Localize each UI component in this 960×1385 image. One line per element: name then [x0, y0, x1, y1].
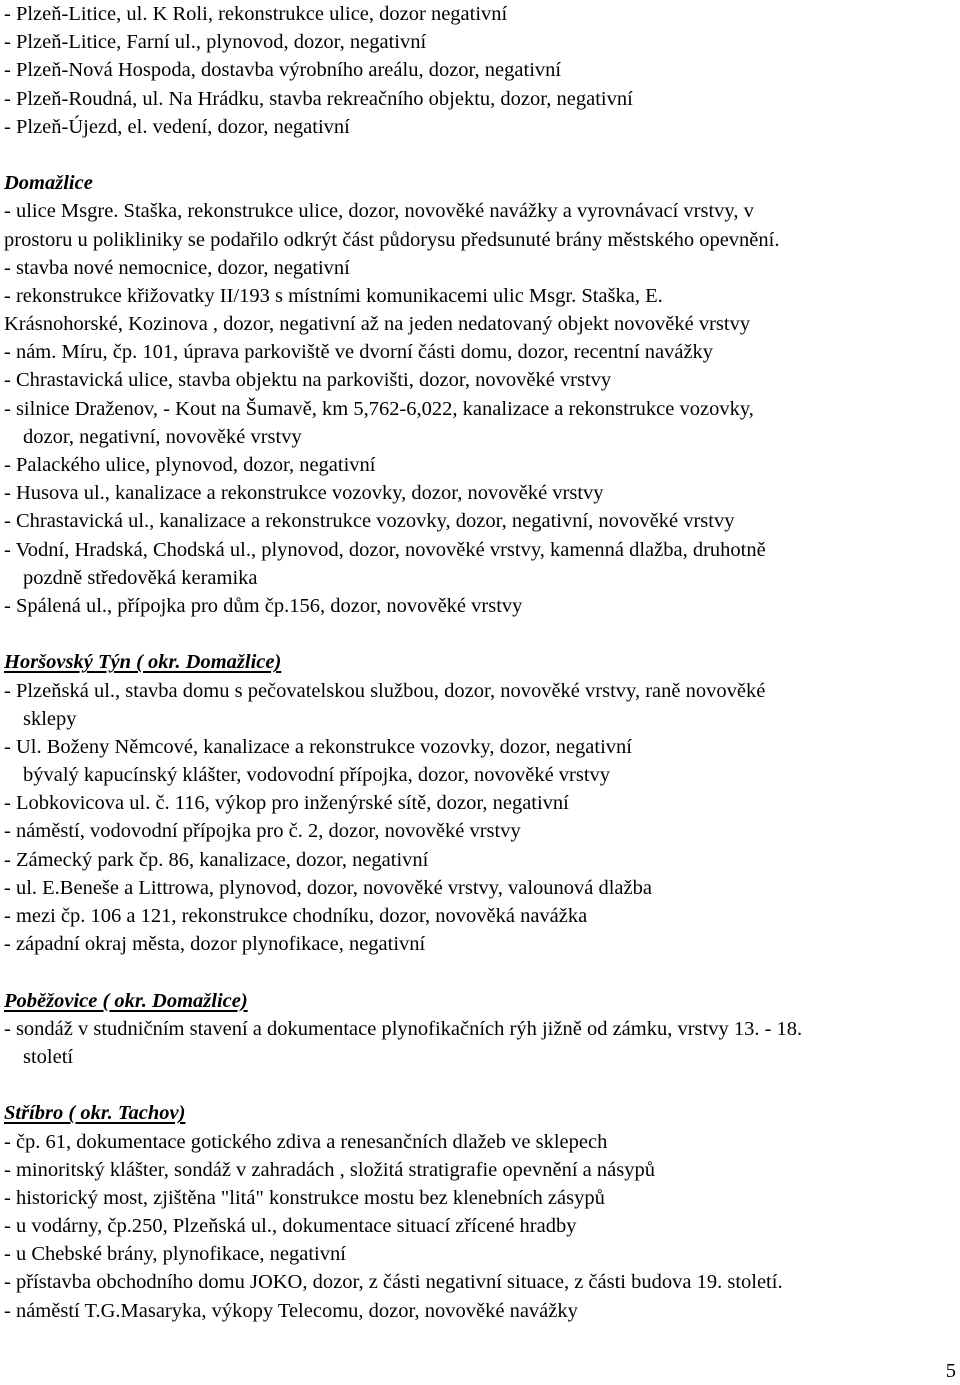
text-line: - stavba nové nemocnice, dozor, negativní [4, 256, 350, 279]
text-line: - Spálená ul., přípojka pro dům čp.156, dozor, novověké vrstvy [4, 594, 523, 617]
text-line: století [23, 1045, 74, 1068]
section-heading: Poběžovice ( okr. Domažlice) [4, 989, 248, 1012]
text-line: - Chrastavická ul., kanalizace a rekonstrukce vozovky, dozor, negativní, novověké vrstvy [4, 510, 735, 533]
text-line: dozor, negativní, novověké vrstvy [23, 425, 302, 448]
page-number: 5 [945, 1360, 956, 1382]
text-line: - Chrastavická ulice, stavba objektu na parkovišti, dozor, novověké vrstvy [4, 369, 612, 392]
text-line: - nám. Míru, čp. 101, úprava parkoviště ve dvorní části domu, dozor, recentní navážky [4, 341, 714, 364]
text-line: - náměstí, vodovodní přípojka pro č. 2, dozor, novověké vrstvy [4, 820, 521, 843]
text-line: - přístavba obchodního domu JOKO, dozor, z části negativní situace, z části budova 19. století. [4, 1271, 783, 1294]
text-line: - sondáž v studničním stavení a dokumentace plynofikačních rýh jižně od zámku, vrstvy 13. - 18. [4, 1017, 803, 1040]
text-line: - čp. 61, dokumentace gotického zdiva a renesančních dlažeb ve sklepech [4, 1130, 608, 1153]
text-line: - historický most, zjištěna "litá" konstrukce mostu bez klenebních zásypů [4, 1186, 605, 1209]
section [4, 0, 954, 141]
blank-line [4, 958, 954, 986]
text-line: - Plzeň-Litice, ul. K Roli, rekonstrukce ulice, dozor negativní [4, 3, 508, 25]
text-line: - Vodní, Hradská, Chodská ul., plynovod, dozor, novověké vrstvy, kamenná dlažba, druhotně [4, 538, 766, 561]
section [4, 648, 954, 958]
text-line: - rekonstrukce křižovatky II/193 s místními komunikacemi ulic Msgr. Staška, E. [4, 284, 663, 307]
text-line: - Plzeň-Újezd, el. vedení, dozor, negativní [4, 115, 350, 138]
text-line: - Plzeňská ul., stavba domu s pečovatelskou službou, dozor, novověké vrstvy, raně novověké [4, 679, 766, 702]
text-line: - ulice Msgre. Staška, rekonstrukce ulice, dozor, novověké navážky a vyrovnávací vrstvy, v [4, 200, 754, 223]
blank-line [4, 141, 954, 169]
text-line: - Ul. Boženy Němcové, kanalizace a rekonstrukce vozovky, dozor, negativní [4, 735, 632, 758]
text-line: - Husova ul., kanalizace a rekonstrukce vozovky, dozor, novověké vrstvy [4, 482, 604, 505]
text-line: prostoru u polikliniky se podařilo odkrýt část půdorysu předsunuté brány městského opevnění. [4, 228, 780, 251]
text-line: - minoritský klášter, sondáž v zahradách , složitá stratigrafie opevnění a násypů [4, 1158, 655, 1181]
text-line: - ul. E.Beneše a Littrowa, plynovod, dozor, novověké vrstvy, valounová dlažba [4, 876, 652, 899]
section-heading: Domažlice [4, 172, 93, 195]
section [4, 1099, 954, 1325]
text-line: - Lobkovicova ul. č. 116, výkop pro inženýrské sítě, dozor, negativní [4, 792, 569, 815]
text-line: - Plzeň-Nová Hospoda, dostavba výrobního areálu, dozor, negativní [4, 59, 562, 82]
text-line: - západní okraj města, dozor plynofikace, negativní [4, 933, 426, 956]
text-line: - u Chebské brány, plynofikace, negativní [4, 1243, 346, 1266]
blank-line [4, 1071, 954, 1099]
text-line: - silnice Draženov, - Kout na Šumavě, km 5,762-6,022, kanalizace a rekonstrukce vozovky, [4, 397, 754, 420]
text-line: - Palackého ulice, plynovod, dozor, negativní [4, 454, 376, 476]
text-line: pozdně středověká keramika [23, 566, 258, 589]
document-page [4, 0, 954, 1325]
section-heading: Horšovský Týn ( okr. Domažlice) [4, 651, 282, 674]
text-line: Krásnohorské, Kozinova , dozor, negativní až na jeden nedatovaný objekt novověké vrstvy [4, 313, 751, 336]
text-line: sklepy [23, 707, 77, 730]
text-line: - náměstí T.G.Masaryka, výkopy Telecomu, dozor, novověké navážky [4, 1299, 578, 1322]
blank-line [4, 620, 954, 648]
text-line: - Plzeň-Roudná, ul. Na Hrádku, stavba rekreačního objektu, dozor, negativní [4, 87, 633, 110]
section-heading: Stříbro ( okr. Tachov) [4, 1102, 186, 1125]
section [4, 987, 954, 1072]
text-line: - u vodárny, čp.250, Plzeňská ul., dokumentace situací zřícené hradby [4, 1215, 577, 1238]
text-line: - Zámecký park čp. 86, kanalizace, dozor, negativní [4, 848, 429, 871]
section [4, 169, 954, 620]
text-line: bývalý kapucínský klášter, vodovodní přípojka, dozor, novověké vrstvy [23, 764, 611, 787]
text-line: - Plzeň-Litice, Farní ul., plynovod, dozor, negativní [4, 31, 427, 54]
text-line: - mezi čp. 106 a 121, rekonstrukce chodníku, dozor, novověká navážka [4, 905, 588, 927]
